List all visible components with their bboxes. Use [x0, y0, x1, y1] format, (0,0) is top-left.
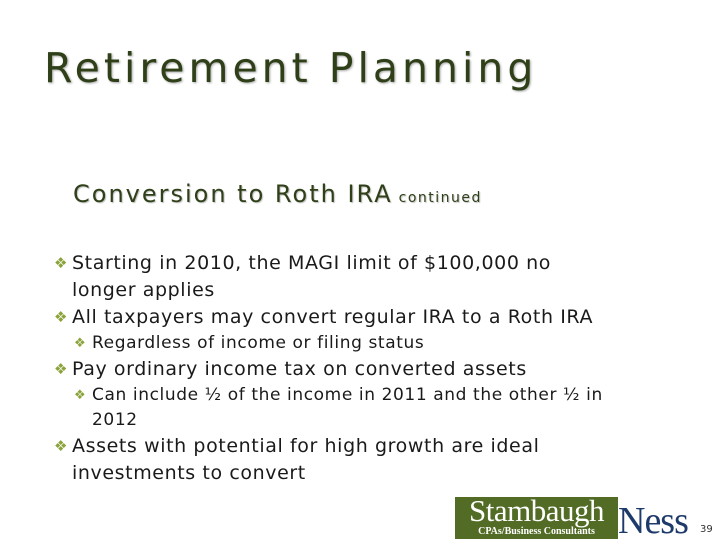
- bullet-arrow-icon: ❖: [74, 336, 87, 351]
- bullet-text: Regardless of income or filing status: [92, 333, 425, 353]
- bullet-continuation: [54, 460, 694, 487]
- sub-bullet-item: [54, 331, 694, 356]
- logo-green-box: [455, 493, 618, 539]
- bullet-text: Starting in 2010, the MAGI limit of $100,000 no: [72, 252, 552, 274]
- sub-bullet-continuation: [54, 408, 694, 433]
- bullet-text: 2012: [92, 410, 138, 430]
- logo-name-part1: Stambaugh: [469, 493, 604, 528]
- subtitle-continued: continued: [398, 190, 482, 206]
- bullet-text: Assets with potential for high growth are ideal: [72, 435, 540, 457]
- bullet-arrow-icon: ❖: [54, 437, 69, 455]
- company-logo: [455, 493, 690, 542]
- bullet-arrow-icon: ❖: [54, 254, 69, 272]
- bullet-text: longer applies: [72, 279, 215, 301]
- logo-tagline: CPAs/Business Consultants: [478, 526, 595, 537]
- bullet-item: [54, 250, 694, 277]
- bullet-continuation: [54, 277, 694, 304]
- bullet-list: [54, 250, 694, 487]
- slide-subtitle: [73, 180, 482, 208]
- bullet-text: Can include ½ of the income in 2011 and the other ½ in: [92, 385, 603, 405]
- bullet-arrow-icon: ❖: [54, 360, 69, 378]
- logo-name-part2: Ness: [618, 500, 688, 542]
- bullet-arrow-icon: ❖: [54, 308, 69, 326]
- bullet-text: investments to convert: [72, 462, 306, 484]
- slide-title: Retirement Planning: [44, 44, 538, 92]
- bullet-text: All taxpayers may convert regular IRA to a Roth IRA: [72, 306, 594, 328]
- subtitle-text: Conversion to Roth IRA: [73, 180, 393, 208]
- bullet-item: [54, 304, 694, 331]
- sub-bullet-item: [54, 383, 694, 408]
- bullet-arrow-icon: ❖: [74, 388, 87, 403]
- bullet-text: Pay ordinary income tax on converted assets: [72, 358, 527, 380]
- bullet-item: [54, 356, 694, 383]
- page-number: 39: [700, 524, 713, 535]
- bullet-item: [54, 433, 694, 460]
